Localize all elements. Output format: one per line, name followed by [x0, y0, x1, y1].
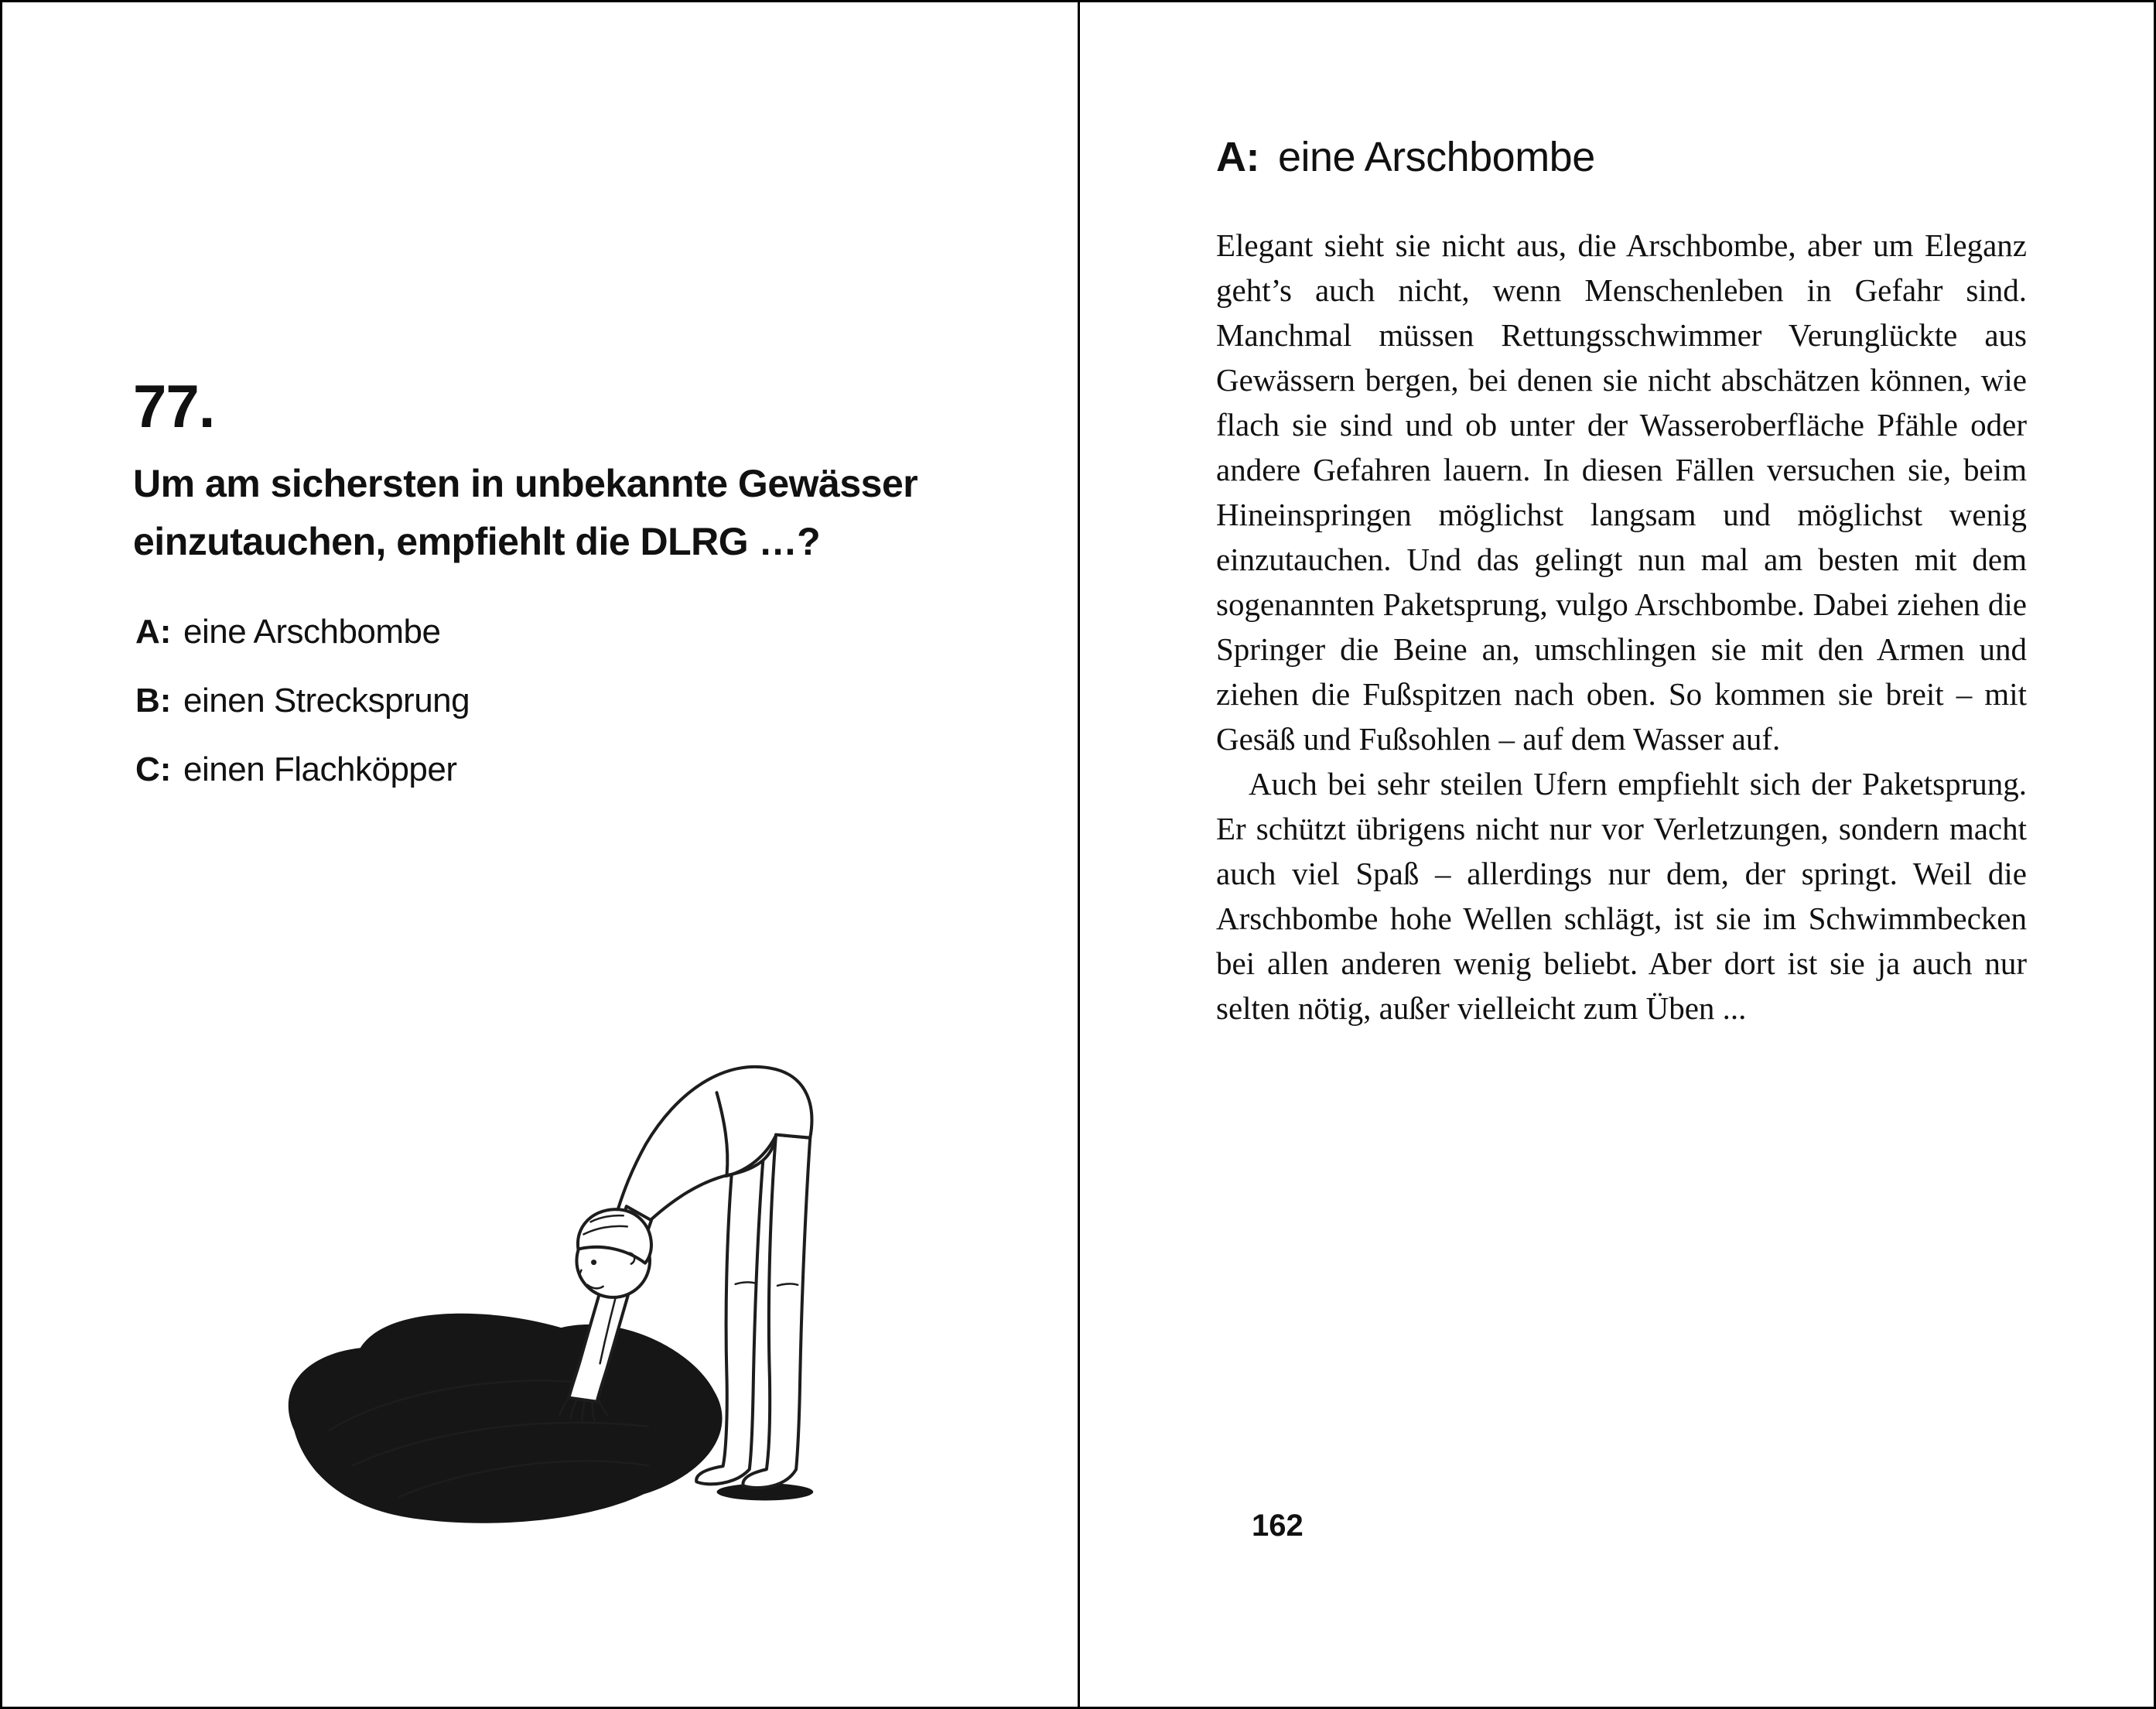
- question-number: 77.: [133, 372, 215, 440]
- question-options: [135, 613, 470, 789]
- option-a: [135, 613, 470, 651]
- option-c-letter: C:: [135, 750, 172, 788]
- page-number: 162: [1252, 1509, 1304, 1543]
- option-a-letter: A:: [135, 613, 172, 651]
- answer-letter: A:: [1216, 134, 1259, 180]
- answer-paragraph-2: Auch bei sehr steilen Ufern empfiehlt sich der Paketsprung. Er schützt übrigens nicht nur vor Verletzungen, sondern macht auch viel Spaß – allerdings nur dem, der springt. Weil die Arschbombe hohe Wellen schlägt, ist sie im Schwimmbecken bei allen anderen wenig beliebt. Aber dort ist sie ja auch nur selten nötig, außer vielleicht zum Üben ...: [1216, 766, 2027, 1026]
- answer-heading: [1216, 133, 1595, 181]
- eye: [591, 1260, 596, 1265]
- swimmer-illustration: [259, 948, 913, 1540]
- answer-title: eine Arschbombe: [1277, 134, 1595, 180]
- answer-paragraph-1: Elegant sieht sie nicht aus, die Arschbombe, aber um Eleganz geht’s auch nicht, wenn Menschenleben in Gefahr sind. Manchmal müssen Rettungsschwimmer Verunglückte aus Gewässern bergen, bei denen sie nicht abschätzen können, wie flach sie sind und ob unter der Wasseroberfläche Pfähle oder andere Gefahren lauern. In diesen Fällen versuchen sie, beim Hineinspringen möglichst langsam und möglichst wenig einzutauchen. Und das gelingt nun mal am besten mit dem sogenannten Paketsprung, vulgo Arschbombe. Dabei ziehen die Springer die Beine an, umschlingen sie mit den Armen und ziehen die Fußspitzen nach oben. So kommen sie breit – mit Gesäß und Fußsohlen – auf dem Wasser auf.: [1216, 227, 2027, 757]
- option-b-letter: B:: [135, 682, 172, 719]
- page-divider: [1078, 0, 1080, 1709]
- answer-body: [1216, 223, 2027, 1031]
- option-c-label: einen Flachköpper: [183, 750, 457, 788]
- option-b: [135, 682, 470, 720]
- option-c: [135, 750, 470, 789]
- option-b-label: einen Strecksprung: [183, 682, 470, 719]
- question-title: Um am sichersten in unbekannte Gewässer einzutauchen, empfiehlt die DLRG …?: [133, 462, 918, 563]
- option-a-label: eine Arschbombe: [183, 613, 441, 651]
